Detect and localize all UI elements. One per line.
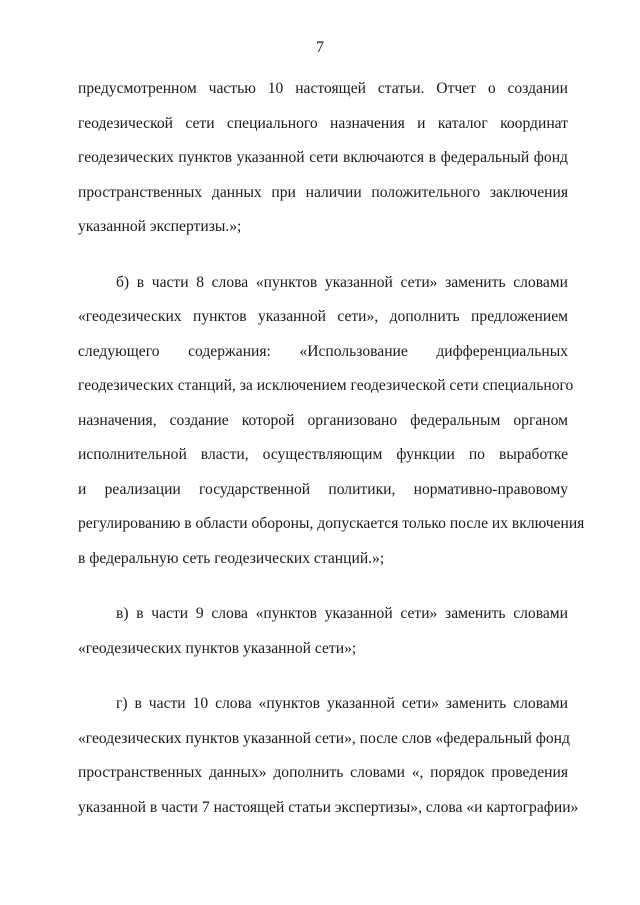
paragraph-continuation <box>78 72 568 245</box>
text-line: следующего содержания: «Использование дифференциальных <box>78 342 568 360</box>
text-line: исполнительной власти, осуществляющим функции по выработке <box>78 446 568 463</box>
text-line: указанной в части 7 настоящей статьи экспертизы», слова «и картографии» <box>78 798 579 816</box>
text-line: пространственных данных при наличии положительного заключения <box>78 183 568 201</box>
paragraph-item-b <box>78 266 585 577</box>
text-line: геодезической сети специального назначения и каталог координат <box>78 114 568 132</box>
paragraph-item-g <box>78 687 579 825</box>
text-line: предусмотренном частью 10 настоящей статьи. Отчет о создании <box>78 80 568 97</box>
text-line: «геодезических пунктов указанной сети»; <box>78 639 357 657</box>
document-body <box>78 72 585 846</box>
text-line: в федеральную сеть геодезических станций.»; <box>78 549 385 567</box>
text-line: назначения, создание которой организовано федеральным органом <box>78 411 568 429</box>
text-line: и реализации государственной политики, нормативно-правовому <box>78 480 568 498</box>
text-line: указанной экспертизы.»; <box>78 218 242 235</box>
page-number: 7 <box>316 39 324 56</box>
text-line: в) в части 9 слова «пунктов указанной сети» заменить словами <box>116 605 568 622</box>
text-line: пространственных данных» дополнить словами «, порядок проведения <box>78 764 568 781</box>
text-line: геодезических станций, за исключением геодезической сети специального <box>78 377 574 394</box>
text-line: г) в части 10 слова «пунктов указанной сети» заменить словами <box>116 695 568 712</box>
text-line: геодезических пунктов указанной сети включаются в федеральный фонд <box>78 149 568 166</box>
text-line: «геодезических пунктов указанной сети», после слов «федеральный фонд <box>78 729 570 747</box>
paragraph-item-v <box>78 597 568 666</box>
text-line: «геодезических пунктов указанной сети», дополнить предложением <box>78 308 568 325</box>
text-line: б) в части 8 слова «пунктов указанной сети» заменить словами <box>116 273 568 291</box>
text-line: регулированию в области обороны, допускается только после их включения <box>78 515 585 532</box>
